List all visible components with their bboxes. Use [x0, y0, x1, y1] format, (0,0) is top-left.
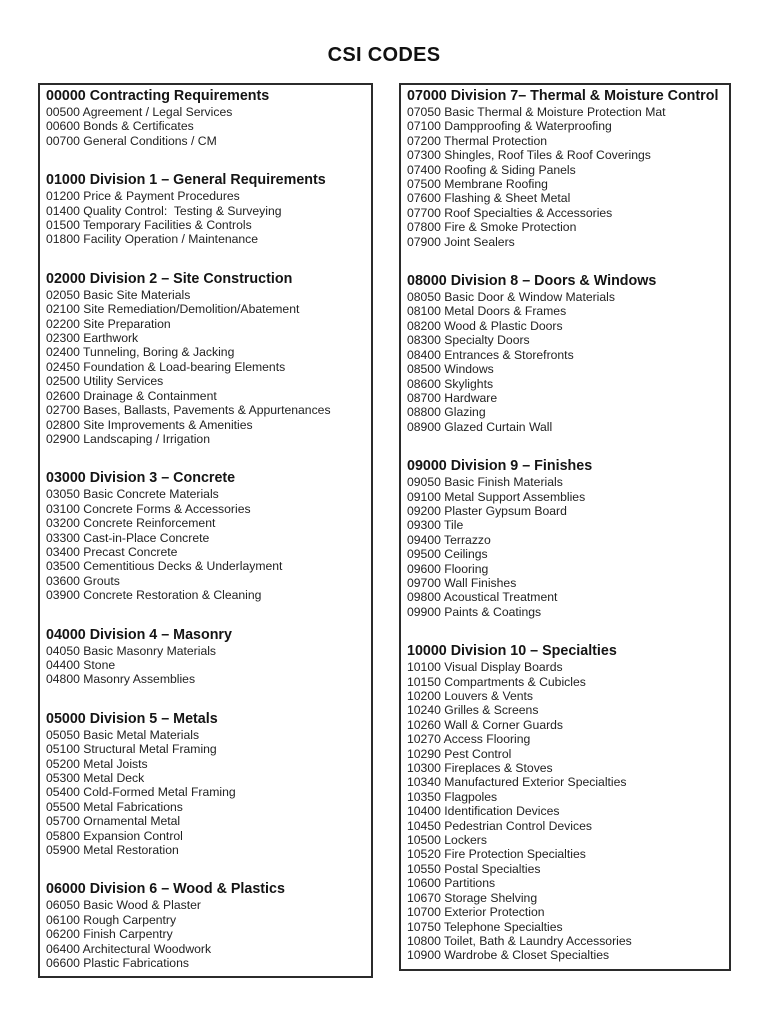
code-line: 07600 Flashing & Sheet Metal: [407, 191, 571, 206]
code-line: 08800 Glazing: [407, 405, 486, 420]
code-line: 09400 Terrazzo: [407, 532, 491, 547]
code-line: 07500 Membrane Roofing: [407, 177, 548, 192]
code-line: 05200 Metal Joists: [46, 756, 148, 771]
code-line: 10450 Pedestrian Control Devices: [407, 818, 592, 833]
section-heading: 09000 Division 9 – Finishes: [407, 458, 593, 475]
code-line: 02450 Foundation & Load-bearing Elements: [46, 359, 286, 374]
code-line: 03300 Cast-in-Place Concrete: [46, 530, 210, 545]
code-line: 01200 Price & Payment Procedures: [46, 189, 240, 204]
code-line: 05700 Ornamental Metal: [46, 814, 181, 829]
code-line: 00700 General Conditions / CM: [46, 133, 217, 148]
csi-section: [407, 642, 723, 963]
code-line: 02500 Utility Services: [46, 374, 164, 389]
csi-codes-right-column: [399, 83, 731, 971]
code-line: 07050 Basic Thermal & Moisture Protection Mat: [407, 105, 666, 119]
code-line: 08200 Wood & Plastic Doors: [407, 318, 563, 333]
code-line: 02800 Site Improvements & Amenities: [46, 417, 253, 432]
csi-section: [46, 880, 365, 970]
code-line: 10400 Identification Devices: [407, 804, 560, 819]
code-line: 08100 Metal Doors & Frames: [407, 304, 567, 319]
section-heading: 01000 Division 1 – General Requirements: [46, 172, 326, 189]
code-line: 10290 Pest Control: [407, 746, 512, 761]
code-line: 08900 Glazed Curtain Wall: [407, 419, 553, 434]
code-line: 09050 Basic Finish Materials: [407, 475, 563, 490]
code-line: 03900 Concrete Restoration & Cleaning: [46, 588, 262, 603]
code-line: 05400 Cold-Formed Metal Framing: [46, 785, 236, 800]
code-line: 05100 Structural Metal Framing: [46, 742, 217, 757]
section-heading: 03000 Division 3 – Concrete: [46, 470, 236, 487]
code-line: 03500 Cementitious Decks & Underlayment: [46, 559, 283, 574]
code-line: 03200 Concrete Reinforcement: [46, 516, 216, 531]
code-line: 09800 Acoustical Treatment: [407, 590, 558, 605]
code-line: 10200 Louvers & Vents: [407, 689, 534, 703]
code-line: 09700 Wall Finishes: [407, 575, 517, 590]
code-line: 05500 Metal Fabrications: [46, 799, 183, 814]
code-line: 05800 Expansion Control: [46, 828, 183, 843]
code-line: 08600 Skylights: [407, 376, 494, 391]
code-line: 02900 Landscaping / Irrigation: [46, 431, 210, 446]
code-line: 08300 Specialty Doors: [407, 333, 530, 348]
code-line: 03600 Grouts: [46, 573, 120, 588]
section-heading: 06000 Division 6 – Wood & Plastics: [46, 881, 285, 898]
section-heading: 05000 Division 5 – Metals: [46, 710, 218, 727]
csi-codes-left-column: [38, 83, 373, 978]
code-line: 07900 Joint Sealers: [407, 234, 515, 249]
code-line: 07100 Dampproofing & Waterproofing: [407, 119, 612, 134]
code-line: 09100 Metal Support Assemblies: [407, 489, 586, 504]
code-line: 07700 Roof Specialties & Accessories: [407, 205, 613, 220]
code-line: 05900 Metal Restoration: [46, 843, 179, 858]
code-line: 06100 Rough Carpentry: [46, 912, 177, 927]
code-line: 10350 Flagpoles: [407, 789, 498, 804]
code-line: 07400 Roofing & Siding Panels: [407, 162, 576, 177]
code-line: 06050 Basic Wood & Plaster: [46, 898, 201, 913]
code-line: 06400 Architectural Woodwork: [46, 941, 212, 956]
code-line: 10700 Exterior Protection: [407, 905, 545, 920]
csi-section: [46, 710, 365, 858]
code-line: 07200 Thermal Protection: [407, 133, 548, 148]
section-heading: 02000 Division 2 – Site Construction: [46, 270, 293, 287]
code-line: 03400 Precast Concrete: [46, 544, 178, 559]
code-line: 02700 Bases, Ballasts, Pavements & Appurtenances: [46, 403, 331, 418]
code-line: 03100 Concrete Forms & Accessories: [46, 501, 251, 516]
code-line: 06600 Plastic Fabrications: [46, 956, 189, 971]
code-line: 00600 Bonds & Certificates: [46, 119, 194, 134]
page-title: CSI CODES: [327, 44, 441, 66]
csi-section: [407, 87, 723, 249]
code-line: 08500 Windows: [407, 362, 494, 377]
section-heading: 00000 Contracting Requirements: [46, 88, 270, 104]
code-line: 10300 Fireplaces & Stoves: [407, 761, 553, 776]
code-line: 02100 Site Remediation/Demolition/Abatement: [46, 302, 300, 317]
csi-section: [407, 272, 723, 434]
csi-section: [46, 469, 365, 602]
code-line: 10600 Partitions: [407, 876, 496, 891]
code-line: 01500 Temporary Facilities & Controls: [46, 218, 252, 233]
code-line: 10750 Telephone Specialties: [407, 919, 563, 934]
code-line: 08050 Basic Door & Window Materials: [407, 290, 615, 305]
code-line: 10340 Manufactured Exterior Specialties: [407, 775, 627, 790]
section-heading: 10000 Division 10 – Specialties: [407, 643, 617, 660]
code-line: 06200 Finish Carpentry: [46, 927, 173, 942]
code-line: 10100 Visual Display Boards: [407, 660, 563, 675]
code-line: 09500 Ceilings: [407, 547, 488, 562]
code-line: 09900 Paints & Coatings: [407, 604, 542, 619]
code-line: 10260 Wall & Corner Guards: [407, 717, 564, 732]
code-line: 00500 Agreement / Legal Services: [46, 105, 233, 119]
code-line: 07300 Shingles, Roof Tiles & Roof Coverings: [407, 148, 651, 163]
code-line: 08400 Entrances & Storefronts: [407, 347, 574, 362]
code-line: 10240 Grilles & Screens: [407, 703, 539, 718]
code-line: 09600 Flooring: [407, 561, 489, 576]
csi-section: [46, 87, 365, 148]
code-line: 10800 Toilet, Bath & Laundry Accessories: [407, 933, 632, 948]
code-line: 10550 Postal Specialties: [407, 861, 541, 876]
code-line: 10150 Compartments & Cubicles: [407, 674, 586, 689]
section-heading: 08000 Division 8 – Doors & Windows: [407, 273, 657, 290]
code-line: 02600 Drainage & Containment: [46, 388, 217, 403]
code-line: 02300 Earthwork: [46, 331, 139, 346]
code-line: 02200 Site Preparation: [46, 316, 171, 331]
section-heading: 07000 Division 7– Thermal & Moisture Control: [407, 88, 719, 104]
code-line: 04800 Masonry Assemblies: [46, 672, 196, 687]
code-line: 10500 Lockers: [407, 833, 487, 848]
code-line: 10520 Fire Protection Specialties: [407, 847, 586, 862]
code-line: 02050 Basic Site Materials: [46, 287, 191, 302]
code-line: 10900 Wardrobe & Closet Specialties: [407, 948, 610, 963]
code-line: 05050 Basic Metal Materials: [46, 727, 200, 742]
code-line: 01800 Facility Operation / Maintenance: [46, 232, 259, 247]
section-heading: 04000 Division 4 – Masonry: [46, 626, 232, 643]
code-line: 05300 Metal Deck: [46, 771, 145, 785]
code-line: 09300 Tile: [407, 518, 464, 533]
csi-section: [46, 626, 365, 687]
code-line: 08700 Hardware: [407, 390, 498, 405]
csi-section: [407, 457, 723, 619]
code-line: 01400 Quality Control: Testing & Surveying: [46, 203, 282, 218]
code-line: 10670 Storage Shelving: [407, 890, 538, 905]
code-line: 02400 Tunneling, Boring & Jacking: [46, 345, 235, 360]
code-line: 09200 Plaster Gypsum Board: [407, 503, 567, 518]
code-line: 04400 Stone: [46, 657, 116, 672]
code-line: 04050 Basic Masonry Materials: [46, 643, 217, 658]
csi-section: [46, 171, 365, 247]
code-line: 07800 Fire & Smoke Protection: [407, 220, 577, 235]
code-line: 10270 Access Flooring: [407, 732, 531, 747]
csi-section: [46, 270, 365, 446]
code-line: 03050 Basic Concrete Materials: [46, 487, 219, 502]
